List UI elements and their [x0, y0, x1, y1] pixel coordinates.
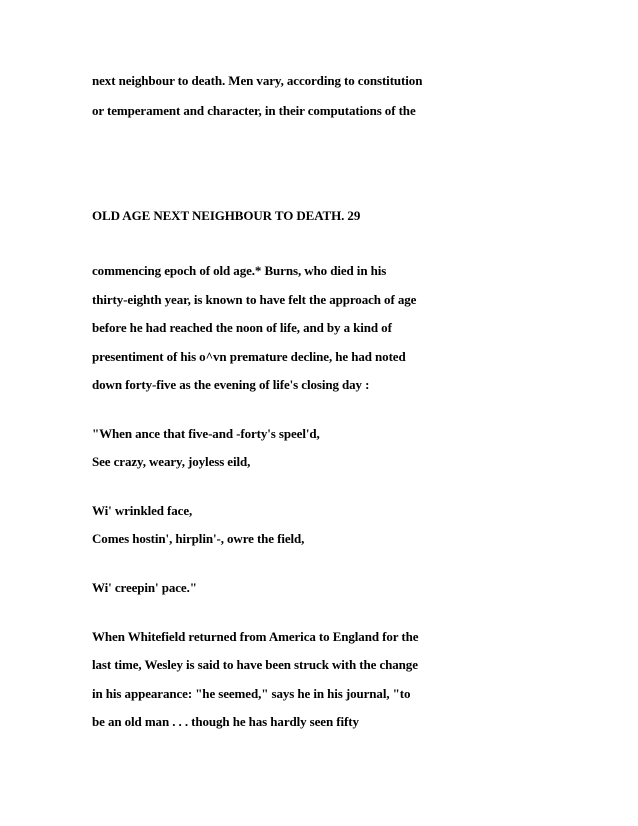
verse-line: "When ance that five-and -forty's speel'd,: [92, 426, 320, 441]
running-header: OLD AGE NEXT NEIGHBOUR TO DEATH. 29: [92, 208, 361, 223]
text-line: or temperament and character, in their computations of the: [92, 103, 416, 118]
text-line: When Whitefield returned from America to England for the: [92, 629, 419, 644]
text-line: be an old man . . . though he has hardly seen fifty: [92, 714, 359, 729]
text-line: last time, Wesley is said to have been struck with the change: [92, 657, 418, 672]
verse-line: Wi' wrinkled face,: [92, 503, 193, 518]
text-line: next neighbour to death. Men vary, according to constitution: [92, 73, 423, 88]
text-line: down forty-five as the evening of life's closing day :: [92, 377, 370, 392]
text-line: commencing epoch of old age.* Burns, who died in his: [92, 263, 387, 278]
text-line: presentiment of his o^vn premature decline, he had noted: [92, 349, 406, 364]
verse-line: Comes hostin', hirplin'-, owre the field,: [92, 531, 305, 546]
verse-line: Wi' creepin' pace.": [92, 580, 197, 595]
verse-line: See crazy, weary, joyless eild,: [92, 454, 251, 469]
text-line: thirty-eighth year, is known to have felt the approach of age: [92, 292, 417, 307]
text-line: in his appearance: "he seemed," says he in his journal, "to: [92, 686, 411, 701]
text-line: before he had reached the noon of life, and by a kind of: [92, 320, 392, 335]
